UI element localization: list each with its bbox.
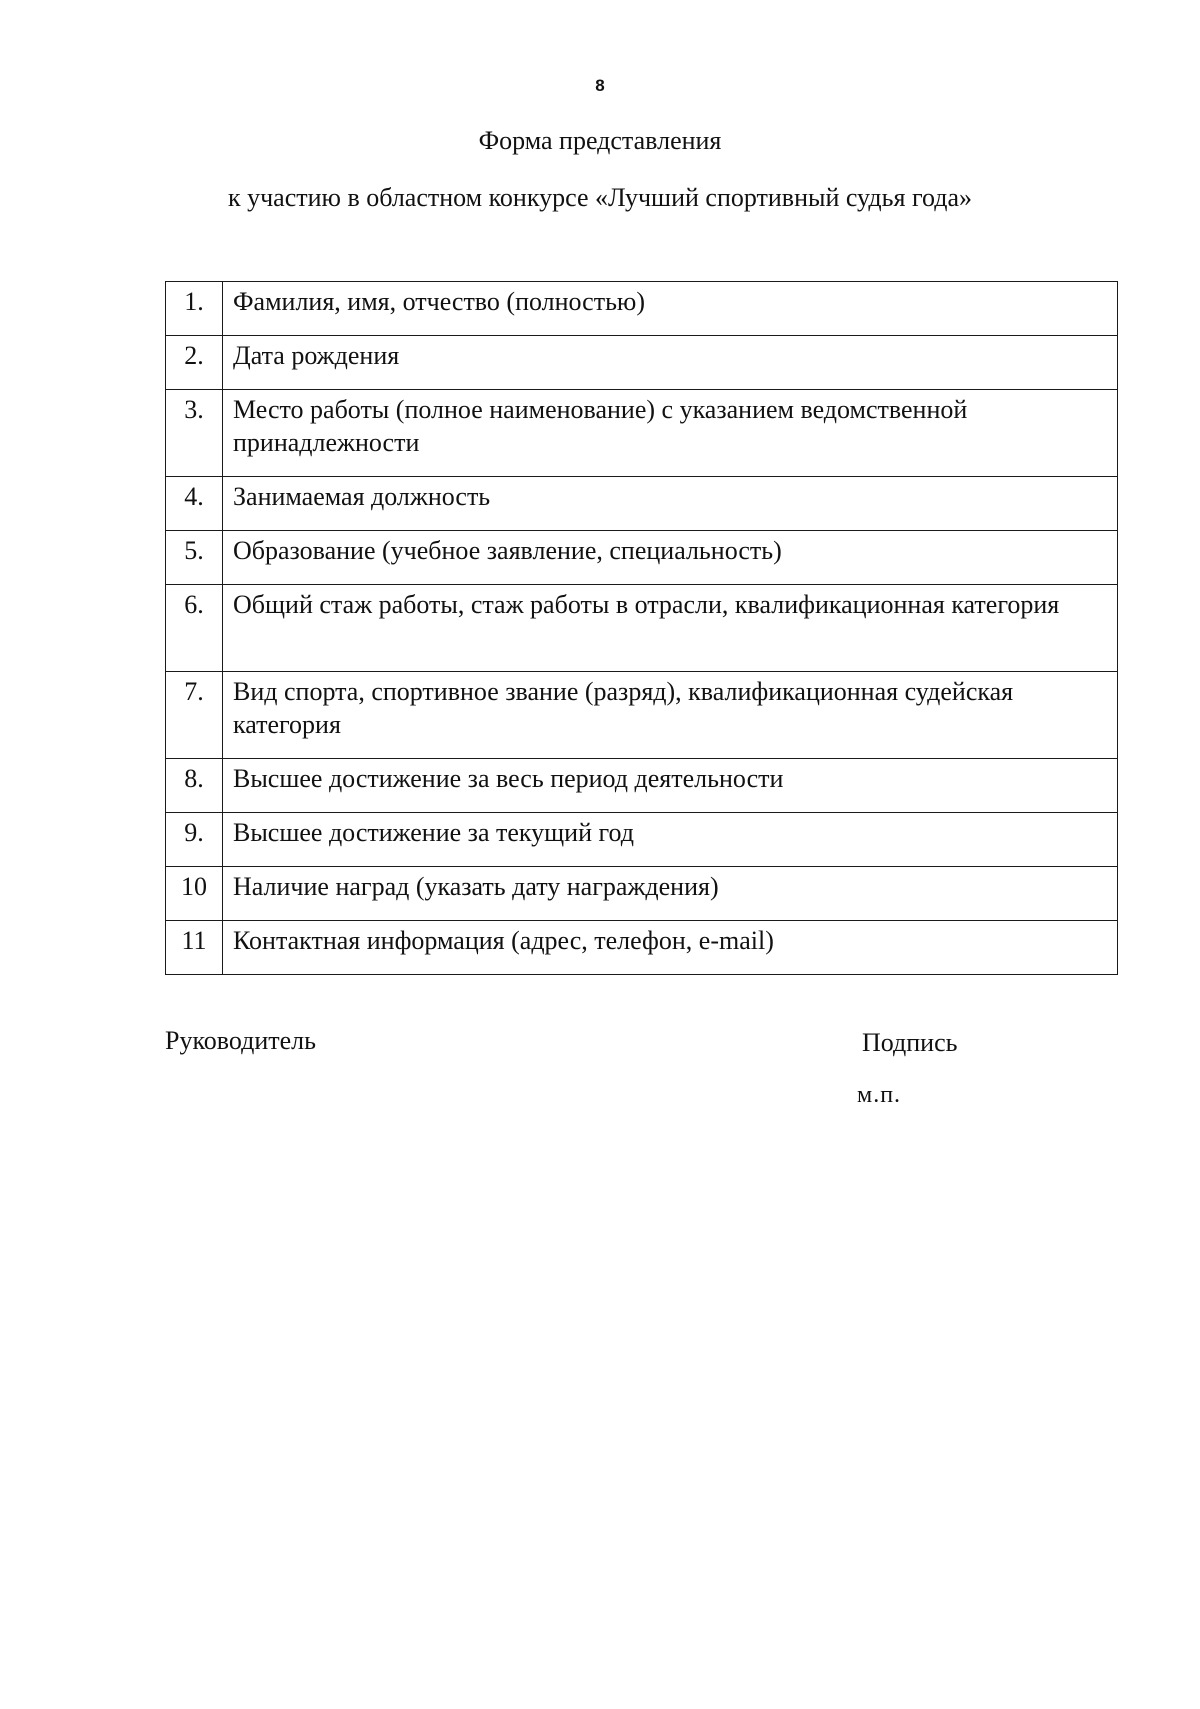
table-row [166,672,1118,759]
row-number: 11 [166,921,223,975]
table-row [166,477,1118,531]
table-row [166,759,1118,813]
row-number: 10 [166,867,223,921]
row-number: 2. [166,336,223,390]
row-label: Наличие наград (указать дату награждения) [223,867,1118,921]
table-row [166,390,1118,477]
signatory-role: Руководитель [165,1026,316,1055]
row-number: 1. [166,282,223,336]
table-row [166,921,1118,975]
row-label: Общий стаж работы, стаж работы в отрасли, квалификационная категория [223,585,1118,672]
row-label: Образование (учебное заявление, специальность) [223,531,1118,585]
row-number: 3. [166,390,223,477]
row-label: Фамилия, имя, отчество (полностью) [223,282,1118,336]
row-number: 5. [166,531,223,585]
table-row [166,336,1118,390]
row-number: 6. [166,585,223,672]
stamp-placeholder: м.п. [857,1082,902,1108]
row-number: 8. [166,759,223,813]
row-label: Дата рождения [223,336,1118,390]
row-label: Высшее достижение за текущий год [223,813,1118,867]
document-title: Форма представления [478,126,722,155]
document-subtitle: к участию в областном конкурсе «Лучший спортивный судья года» [227,183,973,212]
row-label: Место работы (полное наименование) с указанием ведомственной принадлежности [223,390,1118,477]
row-label: Занимаемая должность [223,477,1118,531]
row-label: Высшее достижение за весь период деятельности [223,759,1118,813]
table-row [166,282,1118,336]
row-number: 7. [166,672,223,759]
row-label: Вид спорта, спортивное звание (разряд), квалификационная судейская категория [223,672,1118,759]
table-row [166,531,1118,585]
table-row [166,867,1118,921]
row-number: 9. [166,813,223,867]
signature-label: Подпись [862,1028,958,1057]
page-number: 8 [595,76,605,95]
row-number: 4. [166,477,223,531]
row-label: Контактная информация (адрес, телефон, e-mail) [223,921,1118,975]
form-table [165,281,1118,975]
table-row [166,585,1118,672]
table-row [166,813,1118,867]
